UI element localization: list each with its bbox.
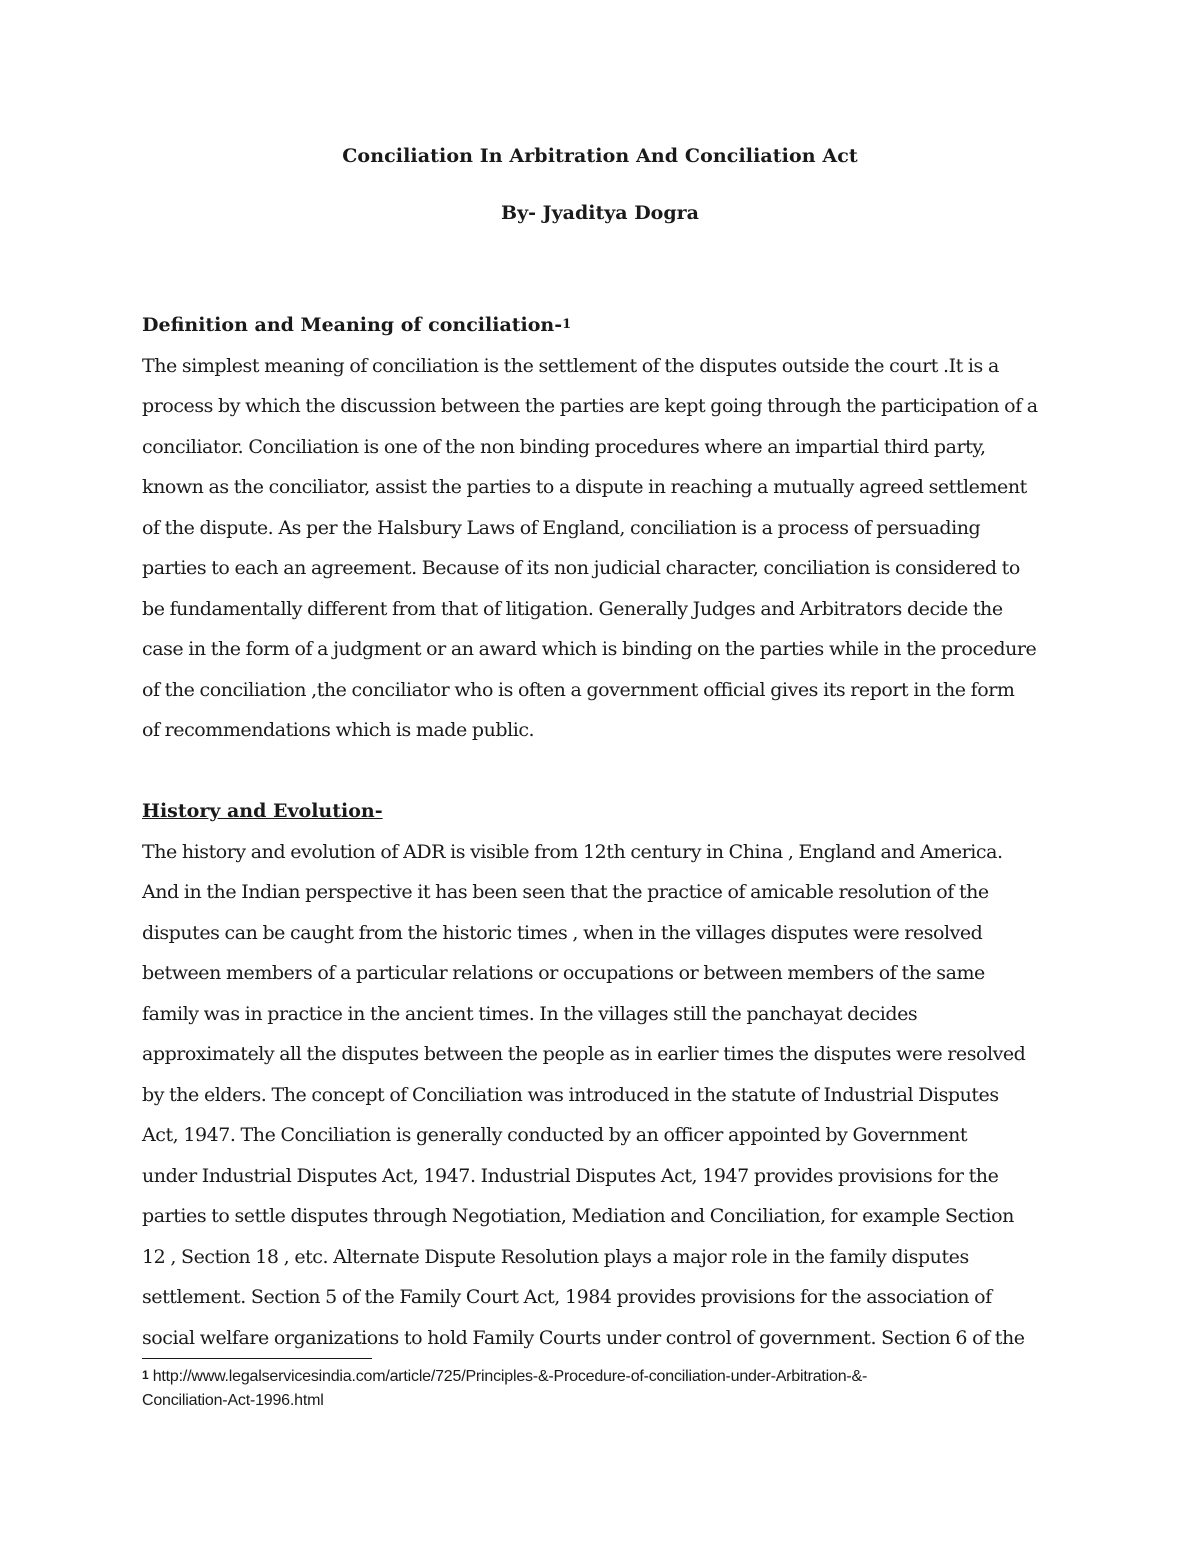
- paragraph-line: approximately all the disputes between the people as in earlier times the disputes were resolved: [142, 1043, 1026, 1065]
- footnote-line[interactable]: [142, 1366, 867, 1388]
- paragraph-line: be fundamentally different from that of litigation. Generally Judges and Arbitrators decide the: [142, 598, 1003, 620]
- paragraph-line: known as the conciliator, assist the parties to a dispute in reaching a mutually agreed settlement: [142, 476, 1027, 498]
- paragraph-line: family was in practice in the ancient times. In the villages still the panchayat decides: [142, 1003, 918, 1025]
- paragraph-line: settlement. Section 5 of the Family Court Act, 1984 provides provisions for the association of: [142, 1286, 992, 1308]
- paragraph-line: The simplest meaning of conciliation is the settlement of the disputes outside the court .It is a: [142, 355, 999, 377]
- paragraph-line: case in the form of a judgment or an award which is binding on the parties while in the procedure: [142, 638, 1037, 660]
- paragraph-line: between members of a particular relations or occupations or between members of the same: [142, 962, 985, 984]
- paragraph-line: conciliator. Conciliation is one of the non binding procedures where an impartial third party,: [142, 436, 986, 458]
- paragraph-line: social welfare organizations to hold Family Courts under control of government. Section 6 of the: [142, 1327, 1025, 1349]
- footnote-url[interactable]: http://www.legalservicesindia.com/article/725/Principles-&-Procedure-of-conciliation-under-Arbitration-&-: [148, 1368, 868, 1385]
- footnote-separator: [142, 1358, 372, 1359]
- section-heading-definition: [142, 310, 571, 343]
- paragraph-line: under Industrial Disputes Act, 1947. Industrial Disputes Act, 1947 provides provisions for the: [142, 1165, 999, 1187]
- paragraph-line: of the dispute. As per the Halsbury Laws of England, conciliation is a process of persuading: [142, 517, 981, 539]
- paragraph-line: The history and evolution of ADR is visible from 12th century in China , England and America.: [142, 841, 1003, 863]
- footnote-reference: 1: [562, 317, 572, 332]
- paragraph-line: Act, 1947. The Conciliation is generally conducted by an officer appointed by Government: [142, 1124, 968, 1146]
- footnote-line-continued[interactable]: Conciliation-Act-1996.html: [142, 1392, 324, 1409]
- document-title: Conciliation In Arbitration And Conciliation Act: [342, 145, 858, 167]
- paragraph-line: 12 , Section 18 , etc. Alternate Dispute Resolution plays a major role in the family disputes: [142, 1246, 969, 1268]
- paragraph-line: of recommendations which is made public.: [142, 719, 535, 741]
- paragraph-line: parties to each an agreement. Because of its non judicial character, conciliation is considered to: [142, 557, 1020, 579]
- document-author: By- Jyaditya Dogra: [501, 202, 699, 224]
- section-heading-text: Definition and Meaning of conciliation-: [142, 314, 563, 336]
- footnote-marker: 1: [142, 1368, 149, 1382]
- paragraph-line: process by which the discussion between the parties are kept going through the participation of a: [142, 395, 1038, 417]
- paragraph-line: parties to settle disputes through Negotiation, Mediation and Conciliation, for example Section: [142, 1205, 1014, 1227]
- section-heading-history: History and Evolution-: [142, 800, 383, 822]
- paragraph-line: of the conciliation ,the conciliator who is often a government official gives its report in the form: [142, 679, 1015, 701]
- paragraph-line: by the elders. The concept of Conciliation was introduced in the statute of Industrial Disputes: [142, 1084, 999, 1106]
- paragraph-line: And in the Indian perspective it has been seen that the practice of amicable resolution of the: [142, 881, 989, 903]
- paragraph-line: disputes can be caught from the historic times , when in the villages disputes were resolved: [142, 922, 983, 944]
